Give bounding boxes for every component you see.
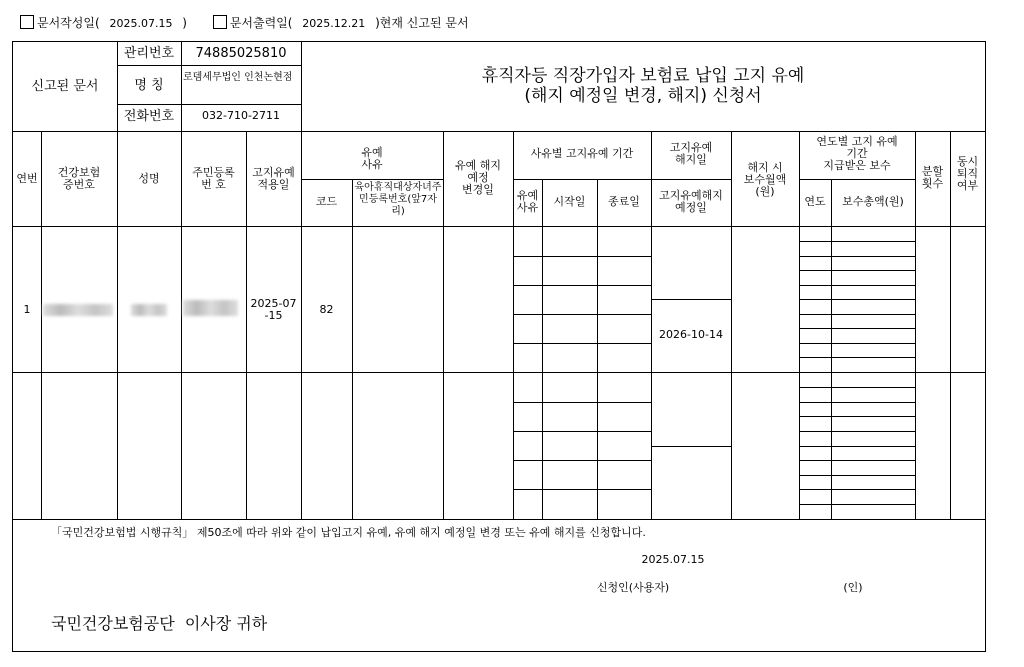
doc-created-date: 2025.07.15 (109, 17, 173, 30)
col-reason-code: 코드 (315, 195, 338, 208)
footer-addressee: 국민건강보험공단 이사장 귀하 (51, 614, 268, 633)
col-cancel-date: 고지유예 해지일 (669, 141, 713, 166)
redacted-name (131, 304, 167, 316)
doc-printed-suffix: )현재 신고된 문서 (375, 16, 469, 30)
mgmt-no-value: 74885025810 (195, 46, 287, 61)
row-cancel-sched: 2026-10-14 (659, 328, 723, 341)
row-seq: 1 (23, 303, 31, 316)
doc-printed-label: 문서출력일( (229, 16, 293, 30)
col-monthly-pay: 해지 시 보수월액 (원) (743, 161, 787, 198)
doc-created-checkbox[interactable] (20, 15, 34, 29)
form-frame (12, 41, 986, 652)
col-apply-date: 고지유예 적용일 (252, 166, 295, 191)
doc-created-paren: ) (182, 16, 187, 30)
reported-doc-label: 신고된 문서 (31, 79, 99, 94)
row-reason-code: 82 (319, 303, 334, 316)
name-value: 로뎀세무법인 인천논현점 (183, 72, 293, 83)
form-title-line2: (해지 예정일 변경, 해지) 신청서 (524, 86, 762, 106)
col-installments: 분할 횟수 (921, 165, 944, 190)
col-simultaneous: 동시 퇴직 여부 (956, 155, 979, 192)
form-title-line1: 휴직자등 직장가입자 보험료 납입 고지 유예 (481, 66, 805, 86)
col-seq: 연번 (16, 172, 38, 185)
col-yearly-total: 보수총액(원) (842, 195, 904, 208)
col-period-start: 시작일 (553, 195, 586, 208)
doc-created-label: 문서작성일( (37, 16, 100, 30)
redacted-rrn (183, 300, 238, 316)
col-yearly-pay: 연도별 고지 유예 기간 지급받은 보수 (816, 135, 898, 172)
redacted-insurance-no (43, 304, 113, 316)
footer-applicant: 신청인(사용자) (596, 581, 670, 594)
phone-value: 032-710-2711 (202, 109, 280, 122)
footer-date: 2025.07.15 (641, 553, 705, 566)
name-label: 명 칭 (134, 78, 164, 93)
phone-label: 전화번호 (123, 109, 175, 124)
doc-printed-checkbox[interactable] (213, 15, 227, 29)
doc-printed-date: 2025.12.21 (302, 17, 366, 30)
col-period-end: 종료일 (608, 195, 640, 208)
col-rrn: 주민등록 번 호 (192, 166, 235, 191)
col-reason-detail: 육아휴직대상자녀주민등록번호(앞7자리) (354, 182, 442, 217)
footer-seal: (인) (843, 581, 863, 594)
col-period: 사유별 고지유예 기간 (530, 147, 634, 160)
col-reason: 유예 사유 (361, 146, 383, 171)
col-name: 성명 (138, 172, 160, 185)
col-period-reason: 유예 사유 (516, 189, 539, 214)
col-insurance-no: 건강보험 증번호 (57, 166, 101, 191)
mgmt-no-label: 관리번호 (123, 46, 175, 61)
footer-statement: 「국민건강보험법 시행규칙」 제50조에 따라 위와 같이 납입고지 유예, 유예 해지 예정일 변경 또는 유예 해지를 신청합니다. (51, 526, 646, 539)
col-yearly-year: 연도 (804, 195, 826, 208)
document-date-line (20, 14, 469, 31)
row-apply-date: 2025-07 -15 (250, 297, 297, 322)
col-cancel-sched: 고지유예해지 예정일 (659, 189, 723, 214)
col-change-date: 유예 해지 예정 변경일 (454, 159, 501, 196)
